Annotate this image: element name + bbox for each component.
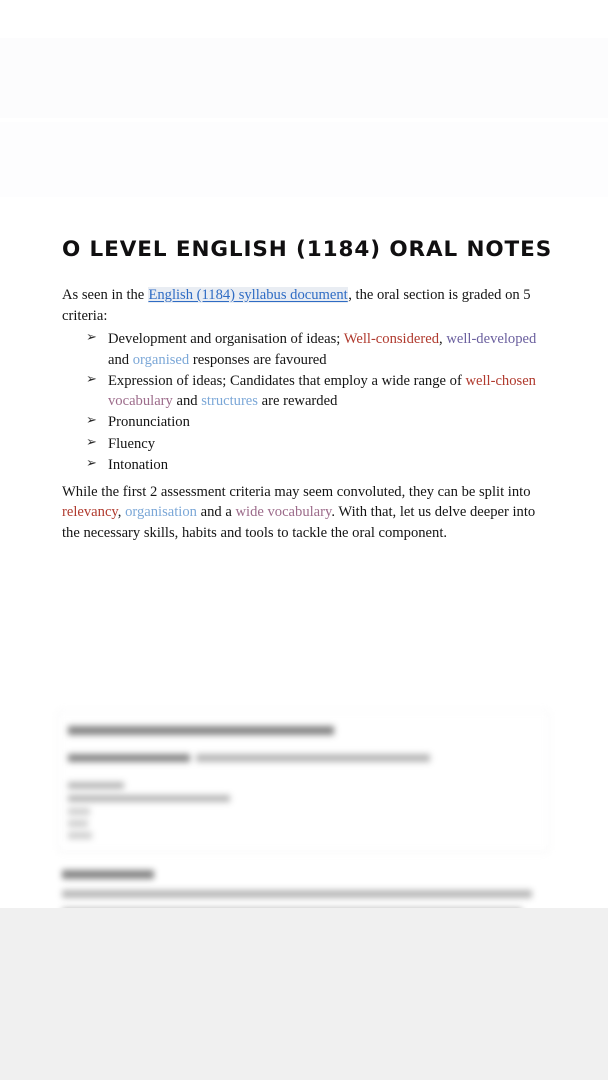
outro-text-1: While the first 2 assessment criteria may seem convoluted, they can be split into bbox=[62, 483, 531, 500]
blurred-line bbox=[196, 754, 430, 762]
background-band-middle bbox=[0, 122, 608, 197]
list-item-pronunciation bbox=[86, 412, 554, 433]
criterion-text: Intonation bbox=[108, 456, 168, 473]
blurred-line bbox=[68, 820, 88, 827]
footer-band bbox=[0, 908, 608, 1080]
criteria-list bbox=[62, 329, 554, 475]
criterion-text: Development and organisation of ideas; bbox=[108, 331, 344, 348]
accent-well-chosen: well-chosen bbox=[465, 372, 536, 389]
blurred-line bbox=[68, 754, 190, 762]
intro-paragraph bbox=[62, 263, 554, 326]
criterion-text: responses are favoured bbox=[189, 351, 327, 368]
arrow-bullet-icon: ➢ bbox=[86, 413, 97, 429]
document-content bbox=[62, 197, 554, 544]
list-item-fluency bbox=[86, 434, 554, 455]
outro-text-2: , bbox=[117, 504, 126, 521]
arrow-bullet-icon: ➢ bbox=[86, 330, 97, 346]
outro-text-3: and a bbox=[196, 504, 236, 521]
syllabus-document-link[interactable]: English (1184) syllabus document bbox=[148, 286, 348, 303]
blurred-line bbox=[62, 890, 532, 898]
accent-structures: structures bbox=[201, 393, 258, 410]
outro-paragraph bbox=[62, 476, 554, 544]
criterion-text: Pronunciation bbox=[108, 414, 190, 431]
criterion-text: are rewarded bbox=[257, 393, 338, 410]
blurred-heading bbox=[62, 870, 154, 879]
criterion-text: and bbox=[172, 393, 202, 410]
accent-organisation: organisation bbox=[125, 504, 197, 521]
blurred-line bbox=[68, 808, 90, 815]
list-item-intonation bbox=[86, 455, 554, 476]
intro-text-before: As seen in the bbox=[62, 286, 148, 303]
background-band-top bbox=[0, 38, 608, 118]
outro-text-4: . With that, let us delve deeper into the necessary skills, habits and tools to tackle the oral component. bbox=[62, 504, 536, 542]
accent-relevancy: relevancy bbox=[62, 504, 118, 521]
accent-vocabulary: vocabulary bbox=[108, 393, 173, 410]
accent-well-developed: well-developed bbox=[446, 331, 537, 348]
list-item-development-organisation bbox=[86, 329, 554, 370]
list-item-expression-of-ideas bbox=[86, 371, 554, 412]
accent-well-considered: Well-considered bbox=[343, 331, 440, 348]
blurred-line bbox=[68, 782, 124, 789]
blurred-line bbox=[68, 832, 92, 839]
accent-organised: organised bbox=[132, 351, 190, 368]
arrow-bullet-icon: ➢ bbox=[86, 455, 97, 471]
blurred-line bbox=[68, 726, 334, 735]
arrow-bullet-icon: ➢ bbox=[86, 434, 97, 450]
blurred-line bbox=[68, 795, 230, 802]
accent-wide-vocabulary: wide vocabulary bbox=[235, 504, 332, 521]
document-sheet bbox=[0, 197, 608, 908]
arrow-bullet-icon: ➢ bbox=[86, 371, 97, 387]
intro-text-after: , the oral section is graded on 5 criteria: bbox=[62, 286, 531, 324]
page-title: O LEVEL ENGLISH (1184) ORAL NOTES bbox=[62, 237, 553, 262]
criterion-text: , bbox=[439, 331, 447, 348]
criterion-text: and bbox=[108, 351, 133, 368]
criterion-text: Fluency bbox=[108, 435, 156, 452]
blurred-callout-box bbox=[58, 710, 549, 852]
criterion-text: Expression of ideas; Candidates that employ a wide range of bbox=[108, 372, 466, 389]
